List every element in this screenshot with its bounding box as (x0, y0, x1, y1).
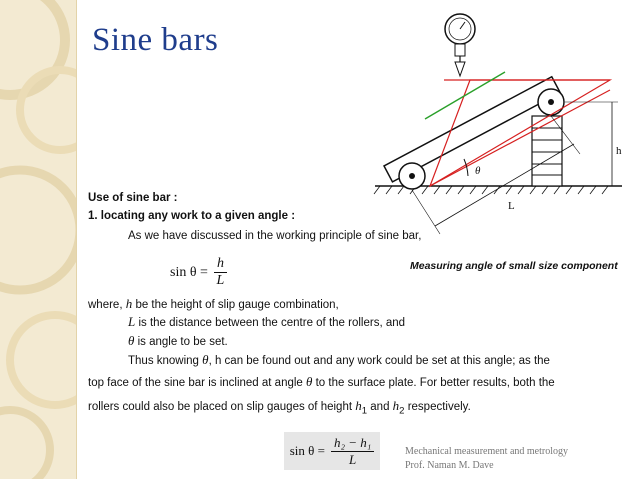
sine-formula (170, 256, 227, 289)
formula-denominator: L (216, 273, 225, 288)
page-title: Sine bars (92, 22, 219, 58)
item-1-heading: 1. locating any work to a given angle : (88, 210, 296, 222)
decorative-circles (0, 0, 76, 479)
dial-gauge-icon (445, 14, 475, 76)
footer-author: Prof. Naman M. Dave (405, 460, 494, 471)
where-h-line: where, h be the height of slip gauge combination, (88, 296, 339, 311)
var-L: L (128, 314, 136, 329)
rollers-line: rollers could also be placed on slip gauges of height $h_1$ and $h_2$ respectively. (88, 398, 471, 417)
diagram-caption: Measuring angle of small size component (410, 260, 618, 272)
h-dimension-label: h (616, 145, 622, 157)
formula-fraction (214, 256, 227, 289)
where-theta-line: θ is angle to be set. (128, 333, 228, 348)
var-theta: θ (128, 333, 135, 348)
section-heading: Use of sine bar : (88, 192, 178, 204)
var-h: h (125, 296, 133, 311)
where-L-line: L is the distance between the centre of the rollers, and (128, 314, 406, 329)
thus-line: Thus knowing θ, h can be found out and any work could be set at this angle; as the (128, 352, 550, 367)
sine-formula-two-heights: sin θ = $\frac{\text{h₂ − h₁}}{L}$ (284, 432, 380, 470)
L-dimension-label: L (508, 200, 515, 212)
intro-line: As we have discussed in the working principle of sine bar, (128, 230, 422, 242)
slip-gauge-stack (532, 116, 562, 186)
theta-label: θ (475, 165, 481, 177)
decorative-side-band (0, 0, 77, 479)
formula-lhs: sin θ = (170, 264, 208, 280)
formula-numerator: h (214, 256, 227, 273)
formula2-fraction: $\frac{\text{h₂ − h₁}}{L}$ (331, 435, 374, 468)
top-face-line: top face of the sine bar is inclined at angle θ to the surface plate. For better results, both the (88, 374, 555, 389)
footer-course: Mechanical measurement and metrology (405, 446, 568, 457)
